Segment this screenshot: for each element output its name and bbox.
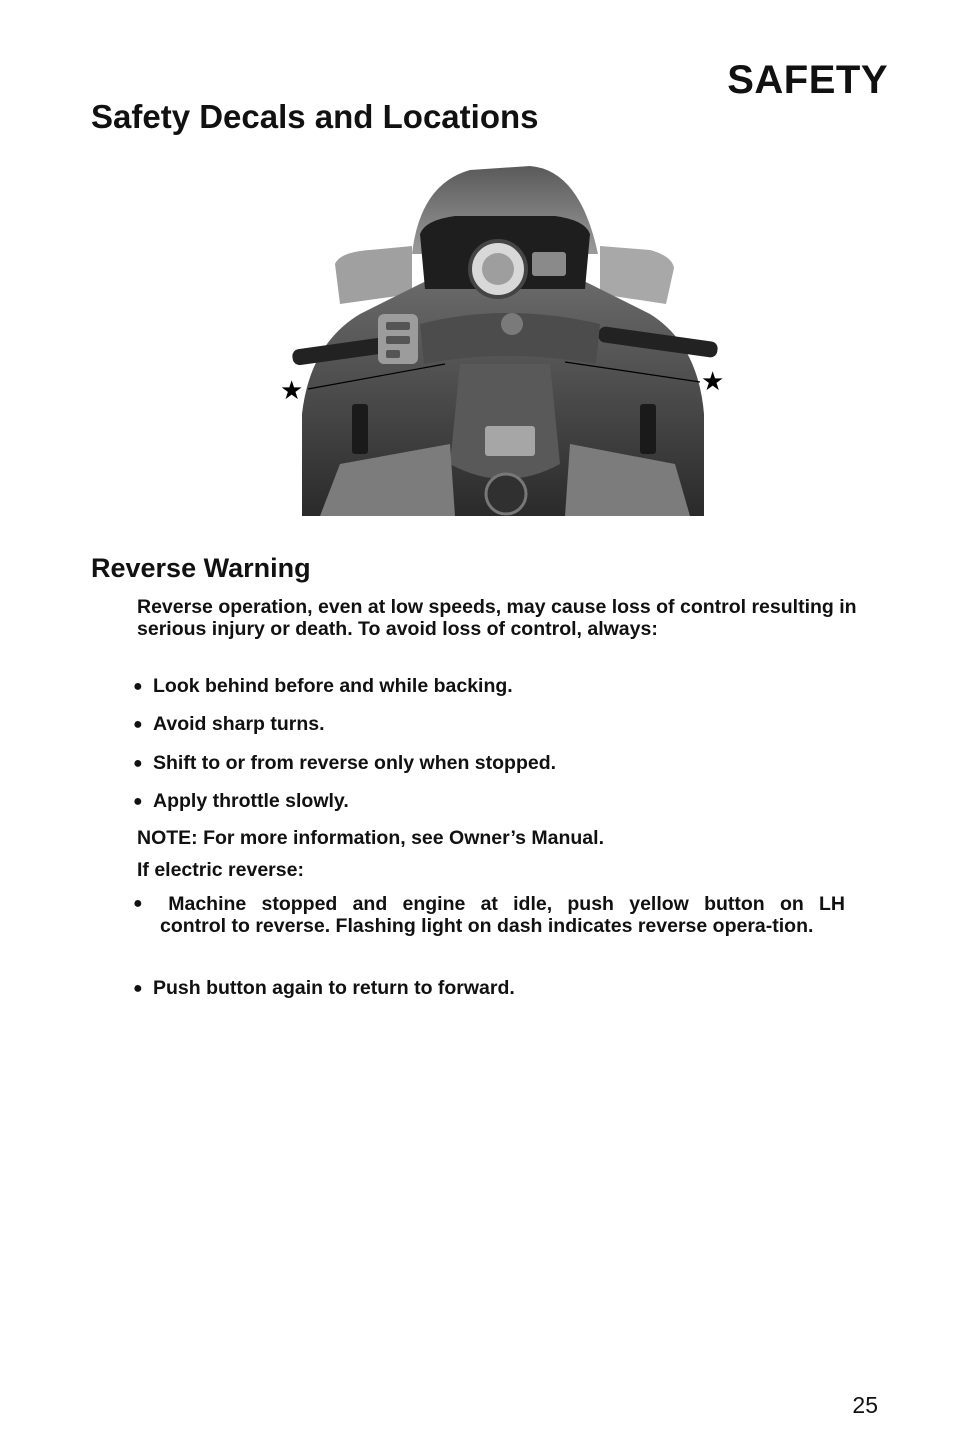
reverse-warning-intro: Reverse operation, even at low speeds, may cause loss of control resulting in serious injury or death. To avoid loss of control, always: — [137, 596, 857, 640]
electric-reverse-label: If electric reverse: — [137, 859, 304, 881]
list-item: ● Apply throttle slowly. — [133, 790, 349, 812]
note-text: NOTE: For more information, see Owner’s Manual. — [137, 827, 604, 849]
callout-star-left: ★ — [280, 376, 304, 406]
snowmobile-photo — [280, 164, 726, 516]
section-title: SAFETY — [727, 58, 888, 102]
list-item: ● Push button again to return to forward. — [133, 977, 515, 999]
bullet-icon: ● — [133, 895, 143, 912]
list-item: ● Avoid sharp turns. — [133, 713, 325, 735]
bullet-icon: ● — [133, 980, 143, 997]
bullet-icon: ● — [133, 793, 143, 810]
reverse-warning-heading: Reverse Warning — [91, 553, 311, 583]
bullet-icon: ● — [133, 716, 143, 733]
bullet-icon: ● — [133, 755, 143, 772]
page-title: Safety Decals and Locations — [91, 98, 539, 135]
list-item: ● Look behind before and while backing. — [133, 675, 513, 697]
callout-star-right: ★ — [701, 367, 725, 397]
page-number: 25 — [852, 1392, 878, 1418]
list-item: ● Shift to or from reverse only when stopped. — [133, 752, 557, 774]
list-item: ● Machine stopped and engine at idle, push yellow button on LH control to reverse. Flashing light on dash indicates reverse opera-tion. — [133, 893, 845, 937]
bullet-icon: ● — [133, 678, 143, 695]
snowmobile-illustration — [280, 164, 726, 516]
